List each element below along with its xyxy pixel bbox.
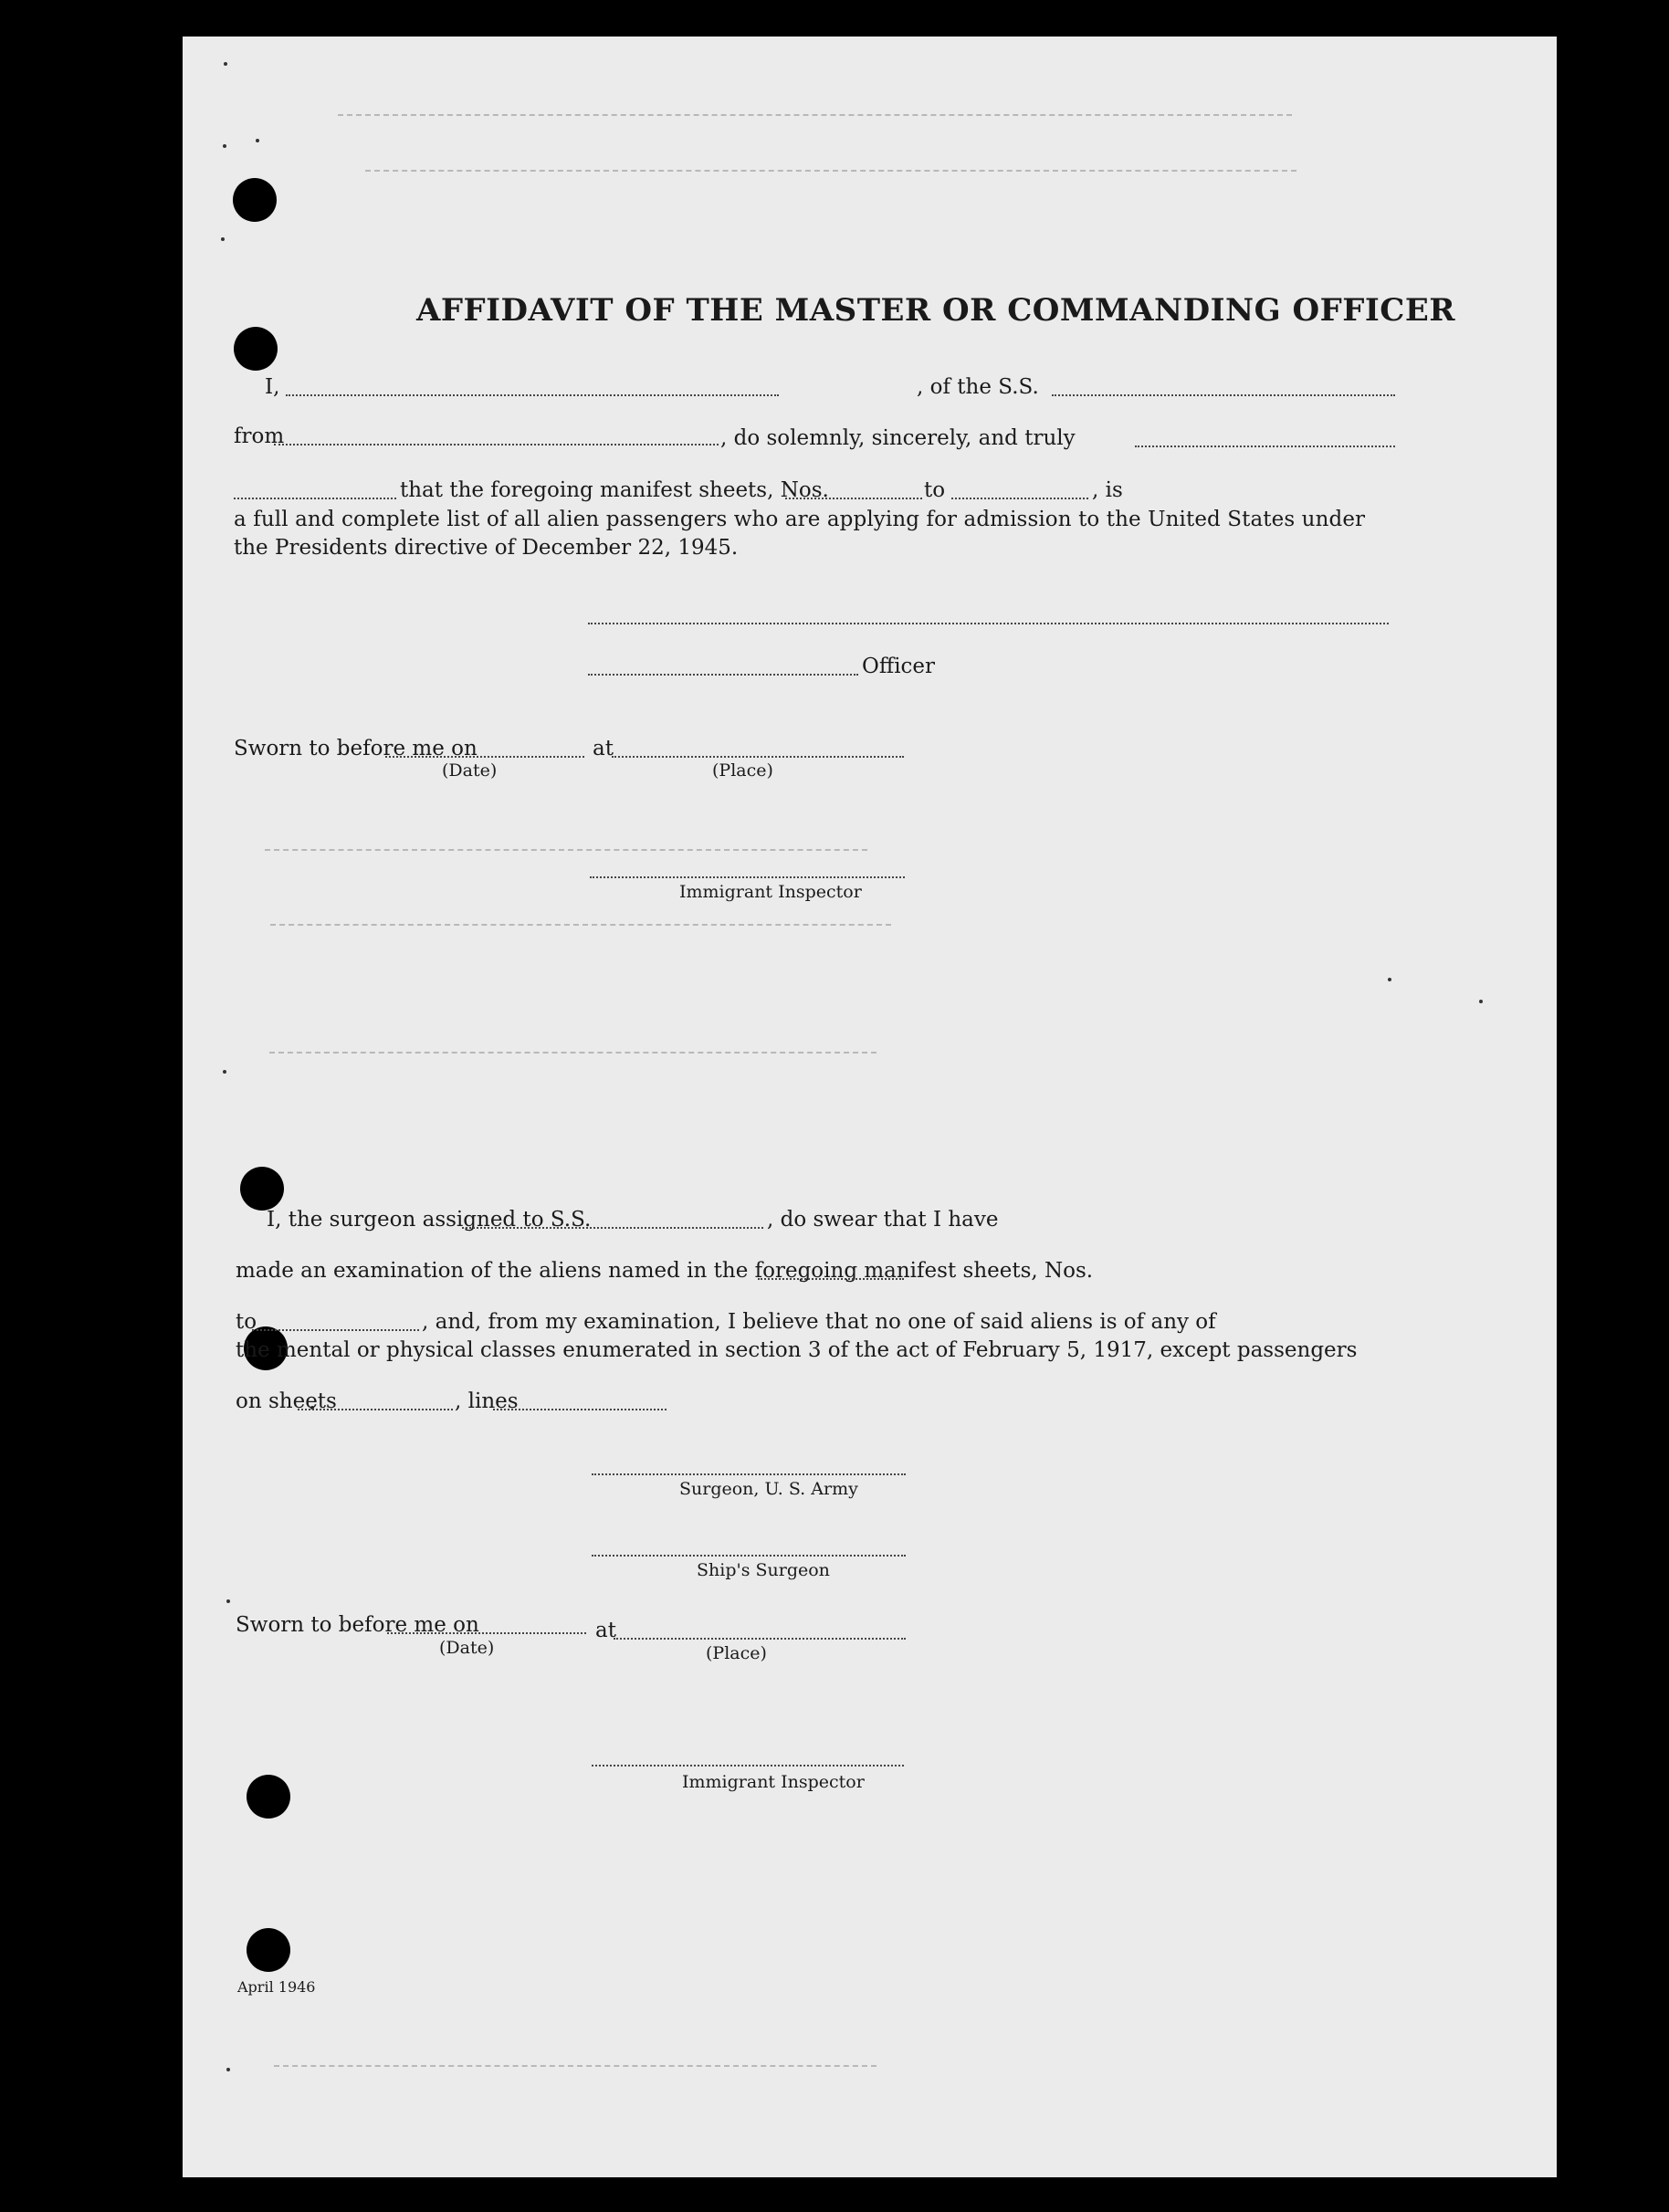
place-2-caption: (Place) xyxy=(706,1643,767,1663)
lines-label: , lines xyxy=(455,1389,519,1413)
date-caption: (Date) xyxy=(442,760,498,781)
sworn-2-place-field[interactable] xyxy=(614,1638,906,1640)
inspector-signature-line[interactable] xyxy=(590,876,905,878)
foregoing-sheets-label: that the foregoing manifest sheets, Nos. xyxy=(400,478,829,502)
form-date: April 1946 xyxy=(237,1978,316,1996)
surgeon-line-1-start: I, the surgeon assigned to S.S. xyxy=(267,1208,592,1232)
sworn-2-label: Sworn to before me on xyxy=(236,1613,479,1637)
ship-name-field[interactable] xyxy=(1052,394,1395,396)
at-label: at xyxy=(593,737,614,760)
to-label: to xyxy=(924,478,946,502)
sworn-date-field[interactable] xyxy=(385,756,584,758)
sheets-from-field[interactable] xyxy=(785,498,922,499)
exception-lines-field[interactable] xyxy=(493,1409,667,1410)
sheets-label: on sheets xyxy=(236,1389,337,1413)
surgeon-line-3-end: , and, from my examination, I believe that no one of said aliens is of any of xyxy=(422,1310,1216,1334)
inspector-2-caption: Immigrant Inspector xyxy=(682,1772,865,1792)
inspector-2-signature-line[interactable] xyxy=(592,1765,904,1766)
from-label: from xyxy=(234,425,285,448)
date-2-caption: (Date) xyxy=(439,1638,495,1658)
sworn-label: Sworn to before me on xyxy=(234,737,478,760)
inspector-caption: Immigrant Inspector xyxy=(679,882,862,902)
oath-word-field[interactable] xyxy=(1135,446,1395,447)
surgeon-sheets-to-field[interactable] xyxy=(252,1329,419,1331)
officer-label: Officer xyxy=(862,655,936,678)
sworn-2-date-field[interactable] xyxy=(387,1632,586,1634)
at-2-label: at xyxy=(595,1619,616,1642)
ships-surgeon-caption: Ship's Surgeon xyxy=(697,1560,830,1580)
from-field[interactable] xyxy=(274,444,719,446)
master-name-field[interactable] xyxy=(286,394,779,396)
punch-hole xyxy=(240,1167,284,1211)
officer-signature-line-1[interactable] xyxy=(588,623,1389,624)
form-title: AFFIDAVIT OF THE MASTER OR COMMANDING OFFICER xyxy=(416,292,1456,329)
surgeon-line-1-end: , do swear that I have xyxy=(767,1208,999,1232)
is-label: , is xyxy=(1092,478,1123,502)
officer-signature-line-2[interactable] xyxy=(588,674,858,676)
surgeon-sheets-field[interactable] xyxy=(758,1278,904,1280)
do-solemnly-label: , do solemnly, sincerely, and truly xyxy=(720,426,1076,450)
surgeon-line-2: made an examination of the aliens named in the foregoing manifest sheets, Nos. xyxy=(236,1259,1094,1283)
ships-surgeon-signature-line[interactable] xyxy=(592,1555,906,1557)
i-label: I, xyxy=(265,375,280,399)
punch-hole xyxy=(234,327,278,371)
exception-sheets-field[interactable] xyxy=(298,1409,453,1410)
place-caption: (Place) xyxy=(712,760,773,781)
surgeon-line-4: the mental or physical classes enumerated in section 3 of the act of February 5, 1917, except passengers xyxy=(236,1338,1358,1362)
affirm-field[interactable] xyxy=(234,498,396,499)
army-surgeon-caption: Surgeon, U. S. Army xyxy=(679,1479,858,1499)
punch-hole xyxy=(247,1928,290,1972)
master-line-5: the Presidents directive of December 22, 1945. xyxy=(234,536,739,560)
surgeon-ship-field[interactable] xyxy=(462,1227,763,1229)
sheets-to-field[interactable] xyxy=(951,498,1088,499)
punch-hole xyxy=(247,1775,290,1819)
surgeon-to-label: to xyxy=(236,1310,257,1334)
army-surgeon-signature-line[interactable] xyxy=(592,1473,906,1475)
master-line-4: a full and complete list of all alien passengers who are applying for admission to the United States under xyxy=(234,508,1366,531)
sworn-place-field[interactable] xyxy=(612,756,904,758)
of-ss-label: , of the S.S. xyxy=(917,375,1039,399)
punch-hole xyxy=(233,178,277,222)
form-page xyxy=(183,37,1557,2177)
